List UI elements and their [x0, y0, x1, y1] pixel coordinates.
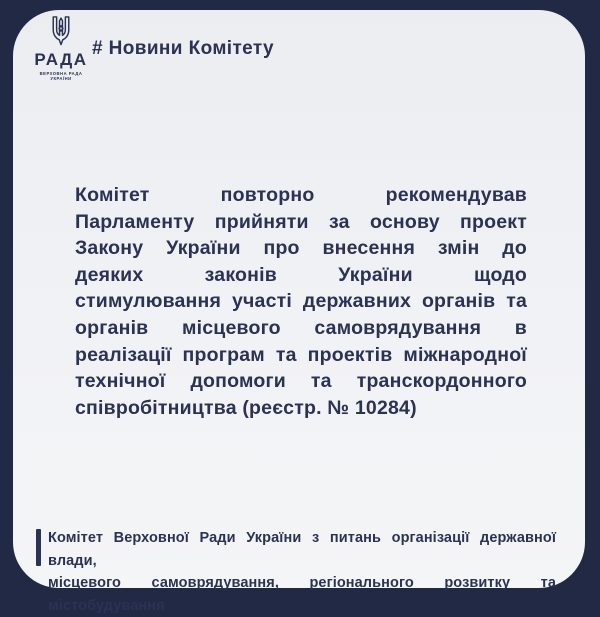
announcement-line: органів місцевого самоврядування в [75, 316, 527, 339]
committee-name-line: Комітет Верховної Ради України з питань організації державної влади, [48, 530, 556, 569]
committee-name [48, 527, 556, 617]
announcement-line: технічної допомоги та транскордонного [75, 370, 527, 393]
logo-subtitle-line2: УКРАЇНИ [50, 76, 72, 81]
logo-subtitle [34, 71, 88, 81]
post-card [13, 10, 585, 614]
announcement-line: Закону України про внесення змін до [75, 237, 527, 260]
announcement-line: співробітництва (реєстр. № 10284) [75, 396, 417, 419]
announcement-line: деяких законів України щодо [75, 263, 527, 286]
hashtag-title: # Новини Комітету [92, 38, 275, 59]
announcement-line: Комітет повторно рекомендував [75, 184, 527, 206]
committee-name-line: місцевого самоврядування, регіонального розвитку та містобудування [48, 575, 556, 614]
logo-subtitle-line1: ВЕРХОВНА РАДА [39, 71, 83, 76]
announcement-line: реалізації програм та проектів міжнародної [75, 343, 527, 366]
announcement-line: стимулювання участі державних органів та [75, 290, 527, 313]
rada-logo [34, 15, 88, 81]
trident-icon [34, 15, 88, 48]
announcement-text [75, 182, 527, 421]
announcement-line: Парламенту прийняти за основу проект [75, 210, 527, 233]
footer-accent-bar [36, 529, 41, 566]
logo-wordmark: РАДА [34, 50, 88, 69]
